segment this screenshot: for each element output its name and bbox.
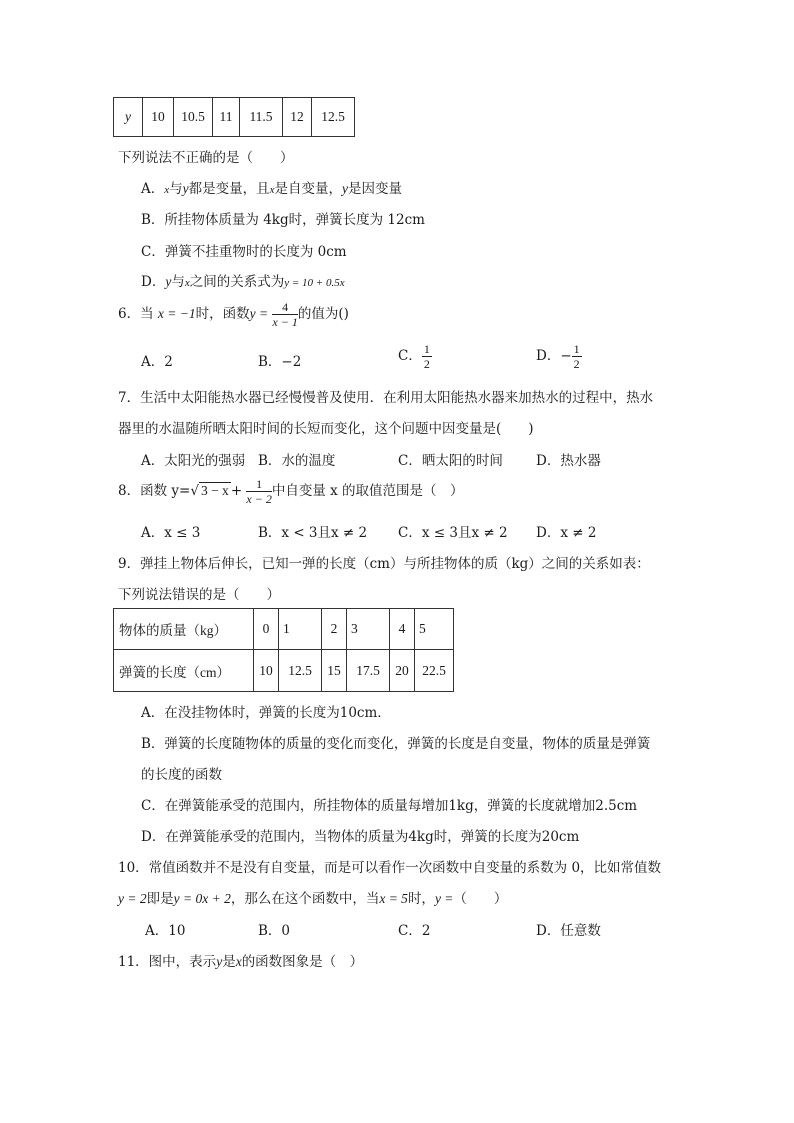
q8-stem: 8．函数 y=√ 3 − x + $\frac{1}{x - 2}$ 中自变量 x 的取值范围是（ ） <box>118 477 464 506</box>
q7-option-a: A．太阳光的强弱 <box>141 453 246 469</box>
q10-option-c: C．2 <box>398 923 431 939</box>
q7-option-c: C．晒太阳的时间 <box>398 453 503 469</box>
q11-stem: 11．图中，表示y是x的函数图象是（ ） <box>118 954 364 970</box>
table-cell: 12.5 <box>279 650 322 692</box>
q8-option-c: C．x ≤ 3且x ≠ 2 <box>398 525 508 541</box>
table-cell: 10.5 <box>174 98 213 137</box>
q6-option-b: B．−2 <box>258 354 302 370</box>
table-cell: 12.5 <box>312 98 355 137</box>
q9-line2: 下列说法错误的是（ ） <box>118 587 280 603</box>
table-cell: 弹簧的长度（cm） <box>114 650 254 692</box>
q10-option-a: A．10 <box>145 923 186 939</box>
q5-option-c: C．弹簧不挂重物时的长度为 0cm <box>141 244 347 260</box>
q9-option-c: C．在弹簧能承受的范围内，所挂物体的质量每增加1kg，弹簧的长度就增加2.5cm <box>141 798 638 814</box>
q6-stem: 6．当 x = −1时，函数y = $\frac{4}{x - 1}$ 的值为() <box>118 300 349 329</box>
table-cell: 10 <box>143 98 174 137</box>
q8-radical: 3 − x <box>200 483 229 498</box>
table-cell: 20 <box>390 650 415 692</box>
q7-line2: 器里的水温随所晒太阳时间的长短而变化，这个问题中因变量是( ) <box>118 421 534 437</box>
q6-fraction: $\frac{4}{x - 1}$ <box>272 300 298 329</box>
table-cell: 11 <box>213 98 240 137</box>
table-cell: 17.5 <box>347 650 390 692</box>
q10-line2: y = 2即是y = 0x + 2，那么在这个函数中，当x = 5时，y =（ ） <box>118 891 508 907</box>
table-cell: 15 <box>322 650 347 692</box>
q6-option-c: C． $\frac{1}{2}$ <box>398 342 430 371</box>
q7-option-b: B．水的温度 <box>258 453 336 469</box>
q9-line1: 9．弹挂上物体后伸长，已知一弹的长度（cm）与所挂物体的质（kg）之间的关系如表： <box>118 556 650 572</box>
table-cell: 11.5 <box>240 98 283 137</box>
table-cell: 1 <box>279 609 322 650</box>
table-cell: 12 <box>283 98 312 137</box>
table-cell: 10 <box>254 650 279 692</box>
q10-option-b: B．0 <box>258 923 291 939</box>
q8-fraction: $\frac{1}{x - 2}$ <box>246 477 272 506</box>
q9-option-b-line1: B．弹簧的长度随物体的质量的变化而变化，弹簧的长度是自变量，物体的质量是弹簧 <box>141 736 651 752</box>
q8-option-d: D．x ≠ 2 <box>536 525 597 541</box>
q7-line1: 7．生活中太阳能热水器已经慢慢普及使用．在利用太阳能热水器来加热水的过程中，热水 <box>118 390 654 406</box>
table-cell: 5 <box>415 609 454 650</box>
y-values-table <box>113 97 355 137</box>
q8-option-b: B．x < 3且x ≠ 2 <box>258 525 368 541</box>
q10-option-d: D．任意数 <box>536 923 601 939</box>
table-cell: 4 <box>390 609 415 650</box>
q10-line1: 10．常值函数并不是没有自变量，而是可以看作一次函数中自变量的系数为 0，比如常值数 <box>118 860 662 876</box>
q9-option-b-line2: 的长度的函数 <box>141 767 222 783</box>
table-cell: y <box>114 98 143 137</box>
q9-option-a: A．在没挂物体时，弹簧的长度为10cm． <box>141 705 391 721</box>
table-cell: 3 <box>347 609 390 650</box>
table-cell: 22.5 <box>415 650 454 692</box>
q6-option-d: D．− $\frac{1}{2}$ <box>536 342 580 371</box>
q5-prompt: 下列说法不正确的是（ ） <box>118 150 294 166</box>
q5-option-d: D．y与x之间的关系式为y = 10 + 0.5x <box>141 274 345 290</box>
q5-option-a: A．x与y都是变量，且x是自变量，y是因变量 <box>141 181 403 197</box>
q5-option-b: B．所挂物体质量为 4kg时，弹簧长度为 12cm <box>141 212 425 228</box>
q9-table <box>113 608 454 692</box>
q6-option-a: A．2 <box>141 354 173 370</box>
q8-option-a: A．x ≤ 3 <box>141 525 201 541</box>
table-cell: 物体的质量（kg） <box>114 609 254 650</box>
q7-option-d: D．热水器 <box>536 453 601 469</box>
table-cell: 2 <box>322 609 347 650</box>
table-cell: 0 <box>254 609 279 650</box>
q9-option-d: D．在弹簧能承受的范围内，当物体的质量为4kg时，弹簧的长度为20cm <box>141 829 580 845</box>
